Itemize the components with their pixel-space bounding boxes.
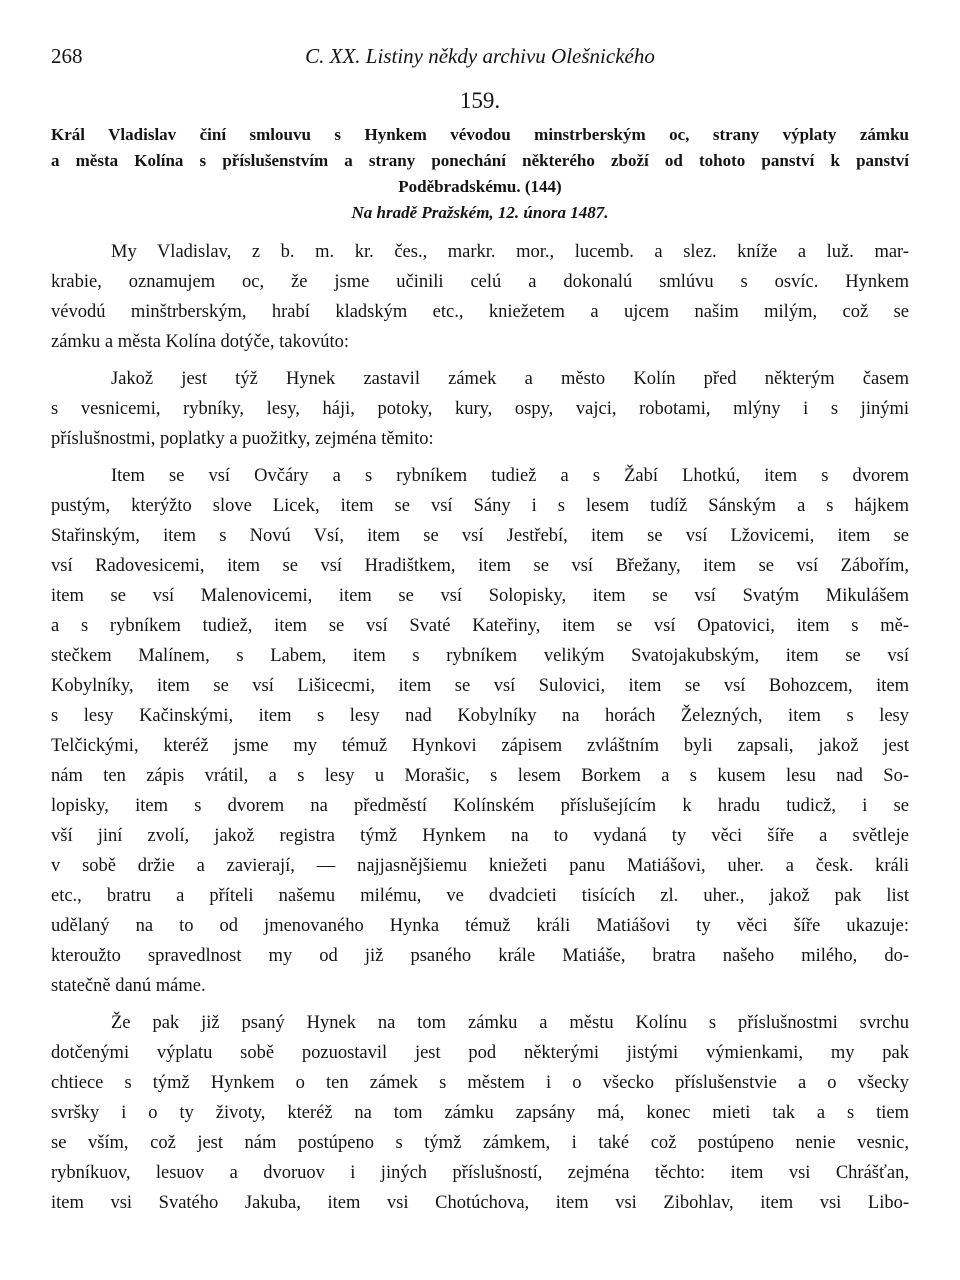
running-title: C. XX. Listiny někdy archivu Olešnického <box>305 44 655 68</box>
text-line: kteroužto spravedlnost my od již psaného krále Matiáše, bratra našeho milého, do- <box>51 946 909 966</box>
paragraph <box>51 1008 909 1218</box>
text-line: stečkem Malínem, s Labem, item s rybníkem velikým Svatojakubským, item se vsí <box>51 646 909 666</box>
place-and-date: Na hradě Pražském, 12. února 1487. <box>351 203 609 222</box>
paragraph <box>51 364 909 454</box>
document-body <box>51 237 909 1218</box>
text-line: s vesnicemi, rybníky, lesy, háji, potoky, kury, ospy, vajci, robotami, mlýny i s jinými <box>51 399 909 419</box>
text-line: rybníkuov, lesuov a dvoruov i jiných příslušností, zejména těchto: item vsi Chrášťan, <box>51 1163 909 1183</box>
text-line: v sobě držie a zavierají, — najjasnějšiemu kniežeti panu Matiášovi, uher. a česk. králi <box>51 856 909 876</box>
text-line: krabie, oznamujem oc, že jsme učinili celú a dokonalú smlúvu s osvíc. Hynkem <box>51 272 909 292</box>
text-line: dotčenými výplatu sobě pozuostavil jest pod některými jistými výmienkami, my pak <box>51 1043 909 1063</box>
text-line: Že pak již psaný Hynek na tom zámku a městu Kolínu s příslušnostmi svrchu <box>111 1013 909 1033</box>
text-line: vší jiní zvolí, jakož registra týmž Hynkem na to vydaná ty věci šíře a světleje <box>51 826 909 846</box>
text-line: vsí Radovesicemi, item se vsí Hradištkem, item se vsí Břežany, item se vsí Zábořím, <box>51 556 909 576</box>
text-line: pustým, kterýžto slove Licek, item se vsí Sány i s lesem tudíž Sánským a s hájkem <box>51 496 909 516</box>
text-line: Item se vsí Ovčáry a s rybníkem tudiež a s Žabí Lhotkú, item s dvorem <box>111 466 909 486</box>
text-line: a s rybníkem tudiež, item se vsí Svaté Kateřiny, item se vsí Opatovici, item s mě- <box>51 616 909 636</box>
document-number: 159. <box>459 88 501 113</box>
running-head <box>51 44 909 74</box>
paragraph <box>51 237 909 357</box>
text-line: Jakož jest týž Hynek zastavil zámek a město Kolín před některým časem <box>111 369 909 389</box>
summary-line: Poděbradskému. (144) <box>398 177 562 196</box>
paragraph <box>51 461 909 1001</box>
page-number: 268 <box>51 44 83 68</box>
summary-line: Král Vladislav činí smlouvu s Hynkem vévodou minstrberským oc, strany výplaty zámku <box>51 125 909 144</box>
text-line: svršky i o ty životy, kteréž na tom zámku zapsány má, konec mieti tak a s tiem <box>51 1103 909 1123</box>
text-line: s lesy Kačinskými, item s lesy nad Kobylníky na horách Železných, item s lesy <box>51 706 909 726</box>
book-page <box>51 44 909 1218</box>
summary-line: a města Kolína s příslušenstvím a strany ponechání některého zboží od tohoto panství k panství <box>51 151 909 170</box>
text-line: se vším, což jest nám postúpeno s týmž zámkem, i také což postúpeno nenie vesnic, <box>51 1133 909 1153</box>
text-line: zámku a města Kolína dotýče, takovúto: <box>51 332 349 352</box>
text-line: etc., bratru a příteli našemu milému, ve dvadcieti tisících zl. uher., jakož pak list <box>51 886 909 906</box>
text-line: statečně danú máme. <box>51 976 206 996</box>
text-line: vévodú minštrberským, hrabí kladským etc., kniežetem a ujcem našim milým, což se <box>51 302 909 322</box>
text-line: Stařinským, item s Novú Vsí, item se vsí Jestřebí, item se vsí Lžovicemi, item se <box>51 526 909 546</box>
text-line: udělaný na to od jmenovaného Hynka témuž králi Matiášovi ty věci šíře ukazuje: <box>51 916 909 936</box>
text-line: My Vladislav, z b. m. kr. čes., markr. mor., lucemb. a slez. kníže a luž. mar- <box>111 242 909 262</box>
text-line: příslušnostmi, poplatky a puožitky, zejména těmito: <box>51 429 434 449</box>
text-line: Kobylníky, item se vsí Lišicecmi, item se vsí Sulovici, item se vsí Bohozcem, item <box>51 676 909 696</box>
text-line: chtiece s týmž Hynkem o ten zámek s městem i o všecko příslušenstvie a o všecky <box>51 1073 909 1093</box>
text-line: item vsi Svatého Jakuba, item vsi Chotúchova, item vsi Zibohlav, item vsi Libo- <box>51 1193 909 1213</box>
text-line: lopisky, item s dvorem na předměstí Kolínském příslušejícím k hradu tudicž, i se <box>51 796 909 816</box>
document-summary <box>51 122 909 200</box>
text-line: nám ten zápis vrátil, a s lesy u Morašic, s lesem Borkem a s kusem lesu nad So- <box>51 766 909 786</box>
text-line: item se vsí Malenovicemi, item se vsí Solopisky, item se vsí Svatým Mikulášem <box>51 586 909 606</box>
text-line: Telčickými, kteréž jsme my témuž Hynkovi zápisem zvláštním byli zapsali, jakož jest <box>51 736 909 756</box>
